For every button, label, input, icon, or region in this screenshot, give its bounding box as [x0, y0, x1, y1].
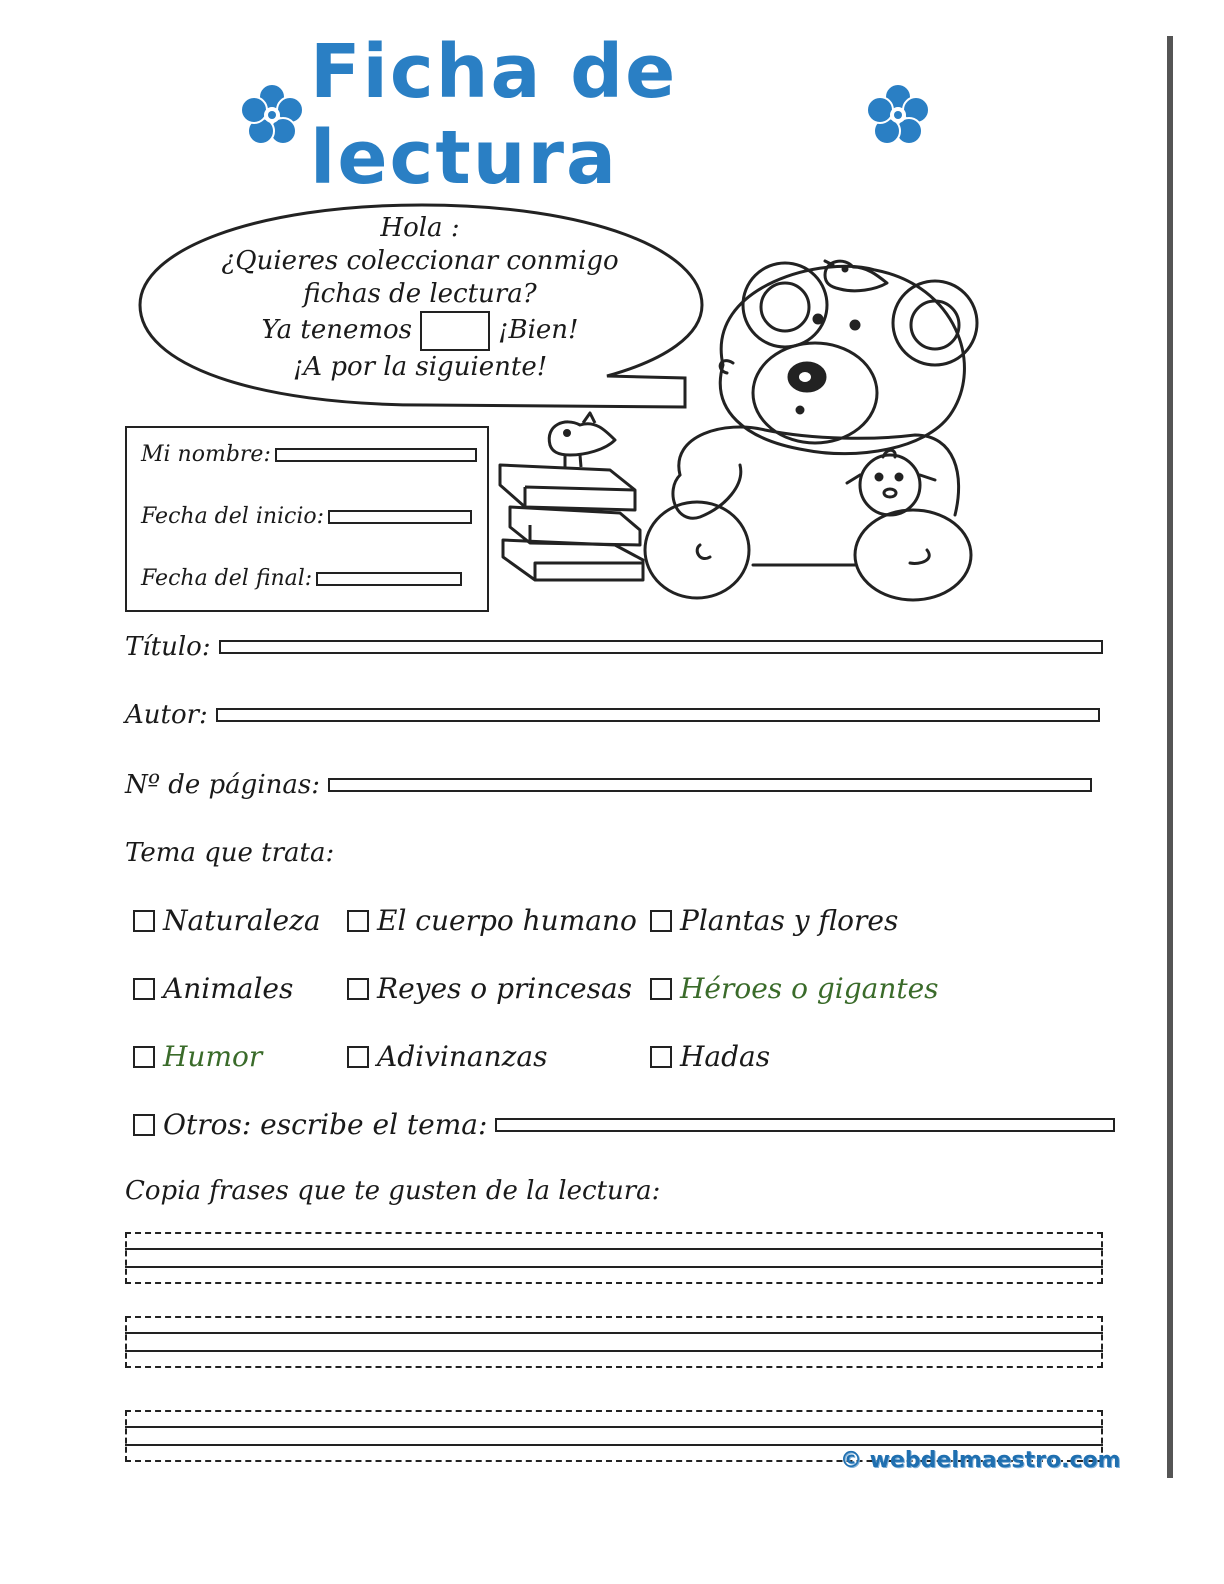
author-field[interactable]: [216, 708, 1100, 722]
bubble-bien: ¡Bien!: [498, 315, 579, 345]
topic-option[interactable]: Humor: [133, 1040, 262, 1073]
page-title: [240, 29, 930, 201]
watermark: © webdelmaestro.com: [840, 1448, 1121, 1473]
name-field[interactable]: [275, 448, 477, 462]
topic-option[interactable]: Hadas: [650, 1040, 770, 1073]
bubble-greeting: Hola :: [380, 213, 460, 243]
bird-illustration: [549, 413, 615, 467]
checkbox[interactable]: [133, 1114, 155, 1136]
bubble-question-cont: fichas de lectura?: [303, 279, 537, 309]
title-text: Ficha de lectura: [310, 29, 678, 201]
checkbox[interactable]: [347, 910, 369, 932]
topic-option[interactable]: Héroes o gigantes: [650, 972, 939, 1005]
writing-lines[interactable]: [125, 1316, 1103, 1368]
name-row: [141, 442, 477, 467]
checkbox[interactable]: [650, 1046, 672, 1068]
checkbox[interactable]: [347, 1046, 369, 1068]
checkbox[interactable]: [133, 978, 155, 1000]
author-label: Autor:: [125, 700, 208, 730]
bubble-count-label: Ya tenemos: [261, 315, 413, 345]
card-count-box[interactable]: [420, 311, 490, 351]
topic-option[interactable]: Reyes o princesas: [347, 972, 632, 1005]
checkbox[interactable]: [133, 1046, 155, 1068]
topic-option[interactable]: Naturaleza: [133, 904, 321, 937]
pages-row: [125, 770, 1092, 800]
checkbox[interactable]: [650, 978, 672, 1000]
flower-icon: [866, 83, 930, 147]
writing-lines[interactable]: [125, 1232, 1103, 1284]
name-label: Mi nombre:: [141, 442, 271, 467]
end-date-label: Fecha del final:: [141, 566, 313, 591]
teddy-bear-illustration: [495, 245, 985, 605]
bubble-question: ¿Quieres coleccionar conmigo: [221, 246, 619, 276]
pages-field[interactable]: [328, 778, 1092, 792]
checkbox[interactable]: [347, 978, 369, 1000]
phrases-heading: Copia frases que te gusten de la lectura:: [125, 1176, 661, 1206]
page-edge-rule: [1167, 36, 1173, 1478]
end-date-row: [141, 566, 462, 591]
checkbox[interactable]: [650, 910, 672, 932]
book-stack-illustration: [500, 413, 643, 580]
flower-icon: [240, 83, 304, 147]
title-field[interactable]: [219, 640, 1103, 654]
title-row: [125, 632, 1103, 662]
other-topic-label: Otros: escribe el tema:: [163, 1108, 488, 1141]
other-topic-row[interactable]: [133, 1108, 1115, 1141]
start-date-field[interactable]: [328, 510, 472, 524]
topic-option[interactable]: Plantas y flores: [650, 904, 898, 937]
title-label: Título:: [125, 632, 211, 662]
pages-label: Nº de páginas:: [125, 770, 320, 800]
checkbox[interactable]: [133, 910, 155, 932]
author-row: [125, 700, 1100, 730]
topic-option[interactable]: Adivinanzas: [347, 1040, 547, 1073]
topic-heading: Tema que trata:: [125, 838, 335, 868]
reader-info-box: [125, 426, 489, 612]
topic-option[interactable]: El cuerpo humano: [347, 904, 637, 937]
start-date-label: Fecha del inicio:: [141, 504, 325, 529]
bubble-next: ¡A por la siguiente!: [292, 352, 548, 382]
start-date-row: [141, 504, 472, 529]
topic-option[interactable]: Animales: [133, 972, 293, 1005]
end-date-field[interactable]: [316, 572, 462, 586]
other-topic-field[interactable]: [495, 1118, 1115, 1132]
